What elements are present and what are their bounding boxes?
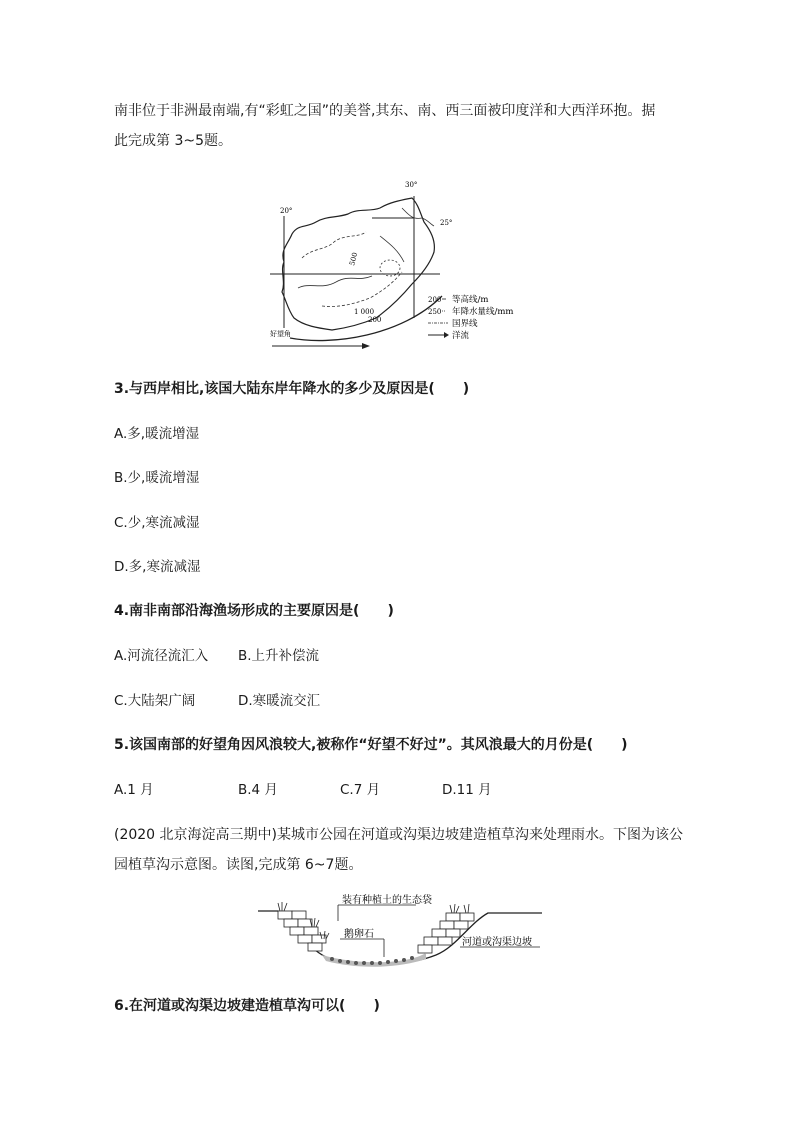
intro2-line-1: (2020 北京海淀高三期中)某城市公园在河道或沟渠边坡建造植草沟来处理雨水。下图为该公: [114, 827, 684, 843]
q6-stem: 6.在河道或沟渠边坡建造植草沟可以( ): [114, 998, 380, 1014]
q4-option-b[interactable]: B.上升补偿流: [238, 648, 320, 664]
cape-label: 好望角: [270, 330, 291, 338]
svg-text:200: 200: [428, 296, 442, 304]
contour-200-label: 200: [368, 316, 382, 324]
q3-option-a[interactable]: A.多,暖流增湿: [114, 426, 200, 442]
q3-option-c[interactable]: C.少,寒流减湿: [114, 515, 200, 531]
q4-option-a[interactable]: A.河流径流汇入: [114, 648, 209, 664]
q4-stem: 4.南非南部沿海渔场形成的主要原因是( ): [114, 603, 394, 619]
south-africa-map: [262, 178, 540, 350]
svg-text:年降水量线/mm: 年降水量线/mm: [452, 307, 514, 317]
q5-stem: 5.该国南部的好望角因风浪较大,被称作“好望不好过”。其风浪最大的月份是( ): [114, 737, 628, 753]
svg-text:250: 250: [428, 308, 442, 316]
intro-line-1: 南非位于非洲最南端,有“彩虹之国”的美誉,其东、南、西三面被印度洋和大西洋环抱。据: [114, 103, 656, 119]
q5-option-d[interactable]: D.11 月: [442, 782, 492, 798]
intro2-line-2: 园植草沟示意图。读图,完成第 6~7题。: [114, 857, 363, 873]
q3-option-d[interactable]: D.多,寒流减湿: [114, 559, 201, 575]
q3-option-b[interactable]: B.少,暖流增湿: [114, 470, 200, 486]
svg-text:洋流: 洋流: [452, 331, 470, 341]
q4-option-c[interactable]: C.大陆架广阔: [114, 693, 196, 709]
q5-option-c[interactable]: C.7 月: [340, 782, 381, 798]
intro-line-2: 此完成第 3~5题。: [114, 133, 232, 149]
contour-500-label: 500: [348, 251, 360, 267]
label-ecology-bag: 装有种植土的生态袋: [342, 895, 432, 906]
map-legend: [428, 294, 514, 341]
q5-option-a[interactable]: A.1 月: [114, 782, 154, 798]
q3-stem: 3.与西岸相比,该国大陆东岸年降水的多少及原因是( ): [114, 381, 470, 397]
svg-text:国界线: 国界线: [452, 319, 478, 329]
lon-20-label: 20°: [280, 207, 293, 215]
contour-1000-label: 1 000: [354, 308, 375, 316]
label-pebbles: 鹅卵石: [344, 929, 374, 940]
lat-25-label: 25°: [440, 219, 453, 227]
label-slope: 河道或沟渠边坡: [462, 937, 532, 948]
q5-option-b[interactable]: B.4 月: [238, 782, 278, 798]
svg-text:等高线/m: 等高线/m: [452, 295, 489, 305]
q4-option-d[interactable]: D.寒暖流交汇: [238, 693, 321, 709]
grass-swale-diagram: [256, 893, 544, 971]
lon-30-label: 30°: [405, 181, 418, 189]
